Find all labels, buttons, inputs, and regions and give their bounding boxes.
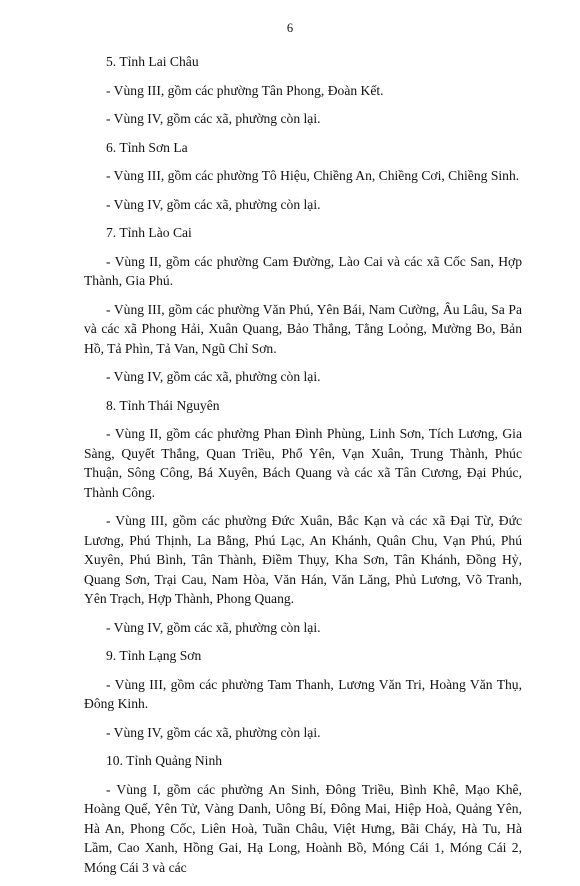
zone-paragraph: - Vùng III, gồm các phường Tân Phong, Đoàn Kết. bbox=[106, 82, 384, 98]
province-heading-lang-son: 9. Tỉnh Lạng Sơn bbox=[106, 648, 202, 663]
province-heading-quang-ninh: 10. Tỉnh Quảng Ninh bbox=[106, 753, 223, 768]
zone-paragraph: - Vùng IV, gồm các xã, phường còn lại. bbox=[106, 724, 321, 740]
province-heading-thai-nguyen: 8. Tỉnh Thái Nguyên bbox=[106, 397, 220, 413]
zone-paragraph: - Vùng II, gồm các phường Cam Đường, Lào Cai và các xã Cốc San, Hợp Thành, Gia Phú. bbox=[84, 253, 522, 288]
zone-paragraph: - Vùng III, gồm các phường Tô Hiệu, Chiềng An, Chiềng Cơi, Chiềng Sinh. bbox=[106, 168, 520, 183]
zone-paragraph: - Vùng III, gồm các phường Đức Xuân, Bắc Kạn và các xã Đại Từ, Đức Lương, Phú Thịnh, La Bằng, Phú Lạc, An Khánh, Quân Chu, Vạn Phú, Phú Xuyên, Phú Bình, Tân Thành, Điềm Thụy, Kha Sơn, Tân Khánh, Đồng Hỷ, Quang Sơn, Trại Cau, Nam Hòa, Văn Hán, Văn Lăng, Phủ Lương, Võ Tranh, Yên Trạch, Hợp Thành, Phong Quang. bbox=[84, 513, 522, 606]
province-heading-son-la: 6. Tỉnh Sơn La bbox=[106, 139, 188, 155]
zone-paragraph: - Vùng II, gồm các phường Phan Đình Phùng, Linh Sơn, Tích Lương, Gia Sàng, Quyết Thắng, Quan Triều, Phổ Yên, Vạn Xuân, Trung Thành, Phúc Thuận, Sông Công, Bá Xuyên, Bách Quang và các xã Tân Cương, Đại Phúc, Thành Công. bbox=[84, 426, 522, 500]
province-heading-lao-cai: 7. Tỉnh Lào Cai bbox=[106, 225, 192, 240]
zone-paragraph: - Vùng I, gồm các phường An Sinh, Đông Triều, Bình Khê, Mạo Khê, Hoàng Quế, Yên Tử, Vàng Danh, Uông Bí, Đông Mai, Hiệp Hoà, Quảng Yên, Hà An, Phong Cốc, Liên Hoà, Tuần Châu, Việt Hưng, Bãi Cháy, Hà Tu, Hà Lầm, Cao Xanh, Hồng Gai, Hạ Long, Hoành Bồ, Móng Cái 1, Móng Cái 2, Móng Cái 3 và các bbox=[84, 781, 522, 875]
province-heading-lai-chau: 5. Tỉnh Lai Châu bbox=[106, 54, 199, 69]
zone-paragraph: - Vùng IV, gồm các xã, phường còn lại. bbox=[106, 619, 321, 635]
zone-paragraph: - Vùng IV, gồm các xã, phường còn lại. bbox=[106, 369, 321, 384]
zone-paragraph: - Vùng III, gồm các phường Văn Phú, Yên Bái, Nam Cường, Âu Lâu, Sa Pa và các xã Phong Hải, Xuân Quang, Bảo Thắng, Tằng Loỏng, Mường Bo, Bản Hồ, Tả Phìn, Tả Van, Ngũ Chỉ Sơn. bbox=[84, 301, 522, 356]
document-body bbox=[84, 52, 522, 886]
zone-paragraph: - Vùng IV, gồm các xã, phường còn lại. bbox=[106, 111, 321, 126]
page-number: 6 bbox=[286, 21, 294, 35]
zone-paragraph: - Vùng III, gồm các phường Tam Thanh, Lương Văn Tri, Hoàng Văn Thụ, Đông Kinh. bbox=[84, 676, 522, 711]
zone-paragraph: - Vùng IV, gồm các xã, phường còn lại. bbox=[106, 196, 321, 212]
